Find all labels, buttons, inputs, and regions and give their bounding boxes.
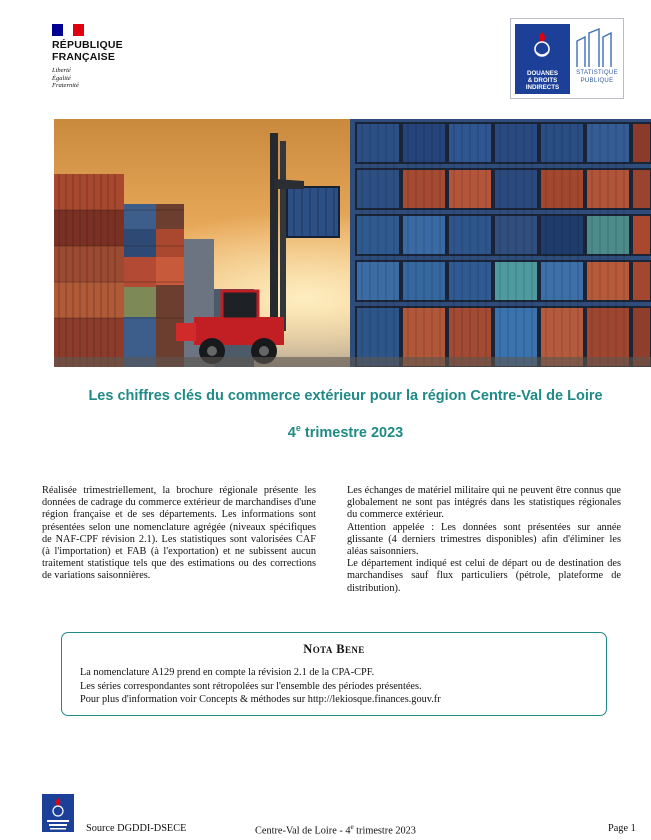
military-paragraph: Les échanges de matériel militaire qui ne peuvent être connus que globalement ne sont pas intégrés dans les statistiques régionales du commerce extérieur.	[347, 485, 621, 521]
nota-bene-title: Nota Bene	[303, 642, 365, 656]
nota-bene-lines	[80, 666, 441, 707]
republique-francaise-logo	[52, 24, 142, 94]
nota-bene-box	[61, 632, 607, 716]
footer-region-period: Centre-Val de Loire - 4e trimestre 2023	[255, 823, 416, 837]
douanes-logo: DOUANES & DROITS INDIRECTS	[515, 24, 570, 94]
page-number: Page 1	[608, 823, 636, 834]
page-title: Les chiffres clés du commerce extérieur pour la région Centre-Val de Loire	[88, 388, 603, 404]
period-subtitle: 4e trimestre 2023	[287, 423, 404, 441]
republique-title: RÉPUBLIQUE FRANÇAISE	[52, 39, 123, 63]
statistique-publique-logo: STATISTIQUE PUBLIQUE	[573, 23, 621, 93]
intro-right-column	[347, 485, 621, 595]
footer-source: Source DGDDI-DSECE	[86, 823, 187, 834]
statistique-bars-icon	[573, 23, 621, 69]
republique-motto: Liberté Égalité Fraternité	[52, 67, 79, 89]
douanes-emblem-icon	[532, 30, 552, 60]
nota-bene-line: Pour plus d'information voir Concepts & méthodes sur http://lekiosque.finances.gouv.fr	[80, 694, 441, 705]
nota-bene-line: La nomenclature A129 prend en compte la révision 2.1 de la CPA-CPF.	[80, 667, 375, 678]
intro-paragraph: Réalisée trimestriellement, la brochure régionale présente les données de cadrage du commerce extérieur de marchandises d'une région française et de ses départements. Les informations sont présentées selon une nomenclature agrégée (niveaux spécifiques de NAF-CPF révision 2.1). Les statistiques sont valorisées CAF (à l'importation) et FAB (à l'exportation) et ne subissent aucun traitement statistique tels que des estimations ou des corrections de variations saisonnières.	[42, 485, 316, 582]
footer-emblem-icon	[42, 794, 74, 832]
containers-illustration	[54, 119, 651, 367]
hero-containers-photo	[54, 119, 651, 367]
nota-bene-line: Les séries correspondantes sont rétropolées sur l'ensemble des périodes présentées.	[80, 680, 422, 692]
departement-paragraph: Le département indiqué est celui de départ ou de destination des marchandises sauf flux particuliers (pétrole, plateforme de distribution).	[347, 558, 621, 594]
intro-left-column	[42, 485, 316, 583]
french-flag-icon	[52, 24, 84, 36]
douanes-statistique-logos	[510, 18, 624, 99]
attention-paragraph: Attention appelée : Les données sont présentées sur année glissante (4 derniers trimestres disponibles) afin d'éliminer les aléas saisonniers.	[347, 521, 621, 558]
footer-douanes-logo	[42, 794, 74, 832]
